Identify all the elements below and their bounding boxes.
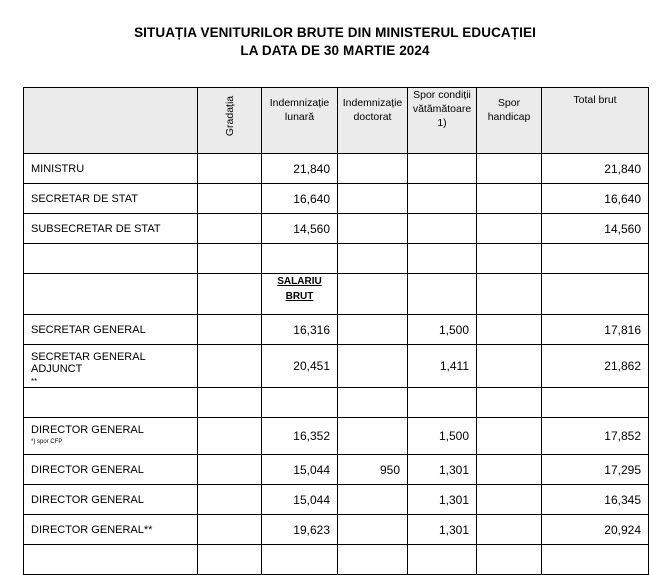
row-total: 17,816 <box>542 315 649 345</box>
document-title-line-2: LA DATA DE 30 MARTIE 2024 <box>240 43 430 58</box>
row-gradatia <box>198 214 262 244</box>
row-doctorat <box>338 485 408 515</box>
row-doctorat <box>338 214 408 244</box>
row-handicap <box>477 485 542 515</box>
row-spor: 1,301 <box>408 515 477 545</box>
income-table <box>23 87 649 575</box>
row-total: 17,852 <box>542 418 649 455</box>
header-gradatia <box>198 88 262 154</box>
header-position <box>24 88 198 154</box>
row-handicap <box>477 345 542 388</box>
row-indemnizatie: 19,623 <box>262 515 338 545</box>
row-gradatia <box>198 184 262 214</box>
row-position: SECRETAR GENERAL <box>24 315 198 345</box>
row-doctorat: 950 <box>338 455 408 485</box>
row-indemnizatie: 16,352 <box>262 418 338 455</box>
salariu-brut-label: SALARIU BRUT <box>262 274 338 315</box>
row-position: DIRECTOR GENERAL *) spor CFP <box>24 418 198 455</box>
row-total: 16,345 <box>542 485 649 515</box>
table-row <box>24 315 649 345</box>
header-indemnizatie-lunara: Indemnizație lunară <box>262 88 338 154</box>
row-spor: 1,411 <box>408 345 477 388</box>
row-position: SECRETAR DE STAT <box>24 184 198 214</box>
row-spor: 1,500 <box>408 315 477 345</box>
row-indemnizatie: 15,044 <box>262 485 338 515</box>
row-indemnizatie: 15,044 <box>262 455 338 485</box>
row-spor <box>408 154 477 184</box>
row-total: 21,862 <box>542 345 649 388</box>
empty-row <box>24 244 649 274</box>
header-spor-handicap: Spor handicap <box>477 88 542 154</box>
row-doctorat <box>338 418 408 455</box>
header-indemnizatie-doctorat: Indemnizație doctorat <box>338 88 408 154</box>
row-total: 14,560 <box>542 214 649 244</box>
table-row <box>24 214 649 244</box>
row-position: DIRECTOR GENERAL <box>24 485 198 515</box>
row-position: SUBSECRETAR DE STAT <box>24 214 198 244</box>
table-row <box>24 485 649 515</box>
row-gradatia <box>198 515 262 545</box>
row-doctorat <box>338 315 408 345</box>
row-handicap <box>477 154 542 184</box>
empty-row <box>24 388 649 418</box>
header-gradatia-label: Gradația <box>223 95 236 137</box>
header-spor-conditii: Spor condiții vătămătoare 1) <box>408 88 477 154</box>
row-note: *) spor CFP <box>31 439 63 445</box>
row-handicap <box>477 455 542 485</box>
row-spor: 1,301 <box>408 485 477 515</box>
row-handicap <box>477 418 542 455</box>
row-doctorat <box>338 154 408 184</box>
row-doctorat <box>338 515 408 545</box>
row-doctorat <box>338 184 408 214</box>
row-position: DIRECTOR GENERAL** <box>24 515 198 545</box>
row-spor <box>408 214 477 244</box>
row-position: MINISTRU <box>24 154 198 184</box>
salariu-brut-row <box>24 274 649 315</box>
row-gradatia <box>198 154 262 184</box>
empty-row <box>24 545 649 575</box>
table-row <box>24 418 649 455</box>
row-indemnizatie: 21,840 <box>262 154 338 184</box>
row-position: SECRETAR GENERAL ADJUNCT ** <box>24 345 198 388</box>
table-row <box>24 345 649 388</box>
row-doctorat <box>338 345 408 388</box>
header-row <box>24 88 649 154</box>
table-row <box>24 455 649 485</box>
row-total: 21,840 <box>542 154 649 184</box>
row-spor: 1,500 <box>408 418 477 455</box>
row-total: 16,640 <box>542 184 649 214</box>
row-indemnizatie: 16,316 <box>262 315 338 345</box>
row-gradatia <box>198 418 262 455</box>
row-indemnizatie: 14,560 <box>262 214 338 244</box>
row-handicap <box>477 515 542 545</box>
row-handicap <box>477 214 542 244</box>
row-indemnizatie: 20,451 <box>262 345 338 388</box>
row-gradatia <box>198 455 262 485</box>
header-total-brut: Total brut <box>542 88 649 154</box>
row-note: ** <box>31 377 38 386</box>
table-row <box>24 515 649 545</box>
row-position: DIRECTOR GENERAL <box>24 455 198 485</box>
row-handicap <box>477 184 542 214</box>
row-total: 20,924 <box>542 515 649 545</box>
table-row <box>24 184 649 214</box>
row-gradatia <box>198 485 262 515</box>
row-spor <box>408 184 477 214</box>
row-gradatia <box>198 315 262 345</box>
row-indemnizatie: 16,640 <box>262 184 338 214</box>
table-row <box>24 154 649 184</box>
row-handicap <box>477 315 542 345</box>
row-total: 17,295 <box>542 455 649 485</box>
row-gradatia <box>198 345 262 388</box>
row-spor: 1,301 <box>408 455 477 485</box>
document-title-line-1: SITUAȚIA VENITURILOR BRUTE DIN MINISTERUL EDUCAȚIEI <box>134 25 536 40</box>
